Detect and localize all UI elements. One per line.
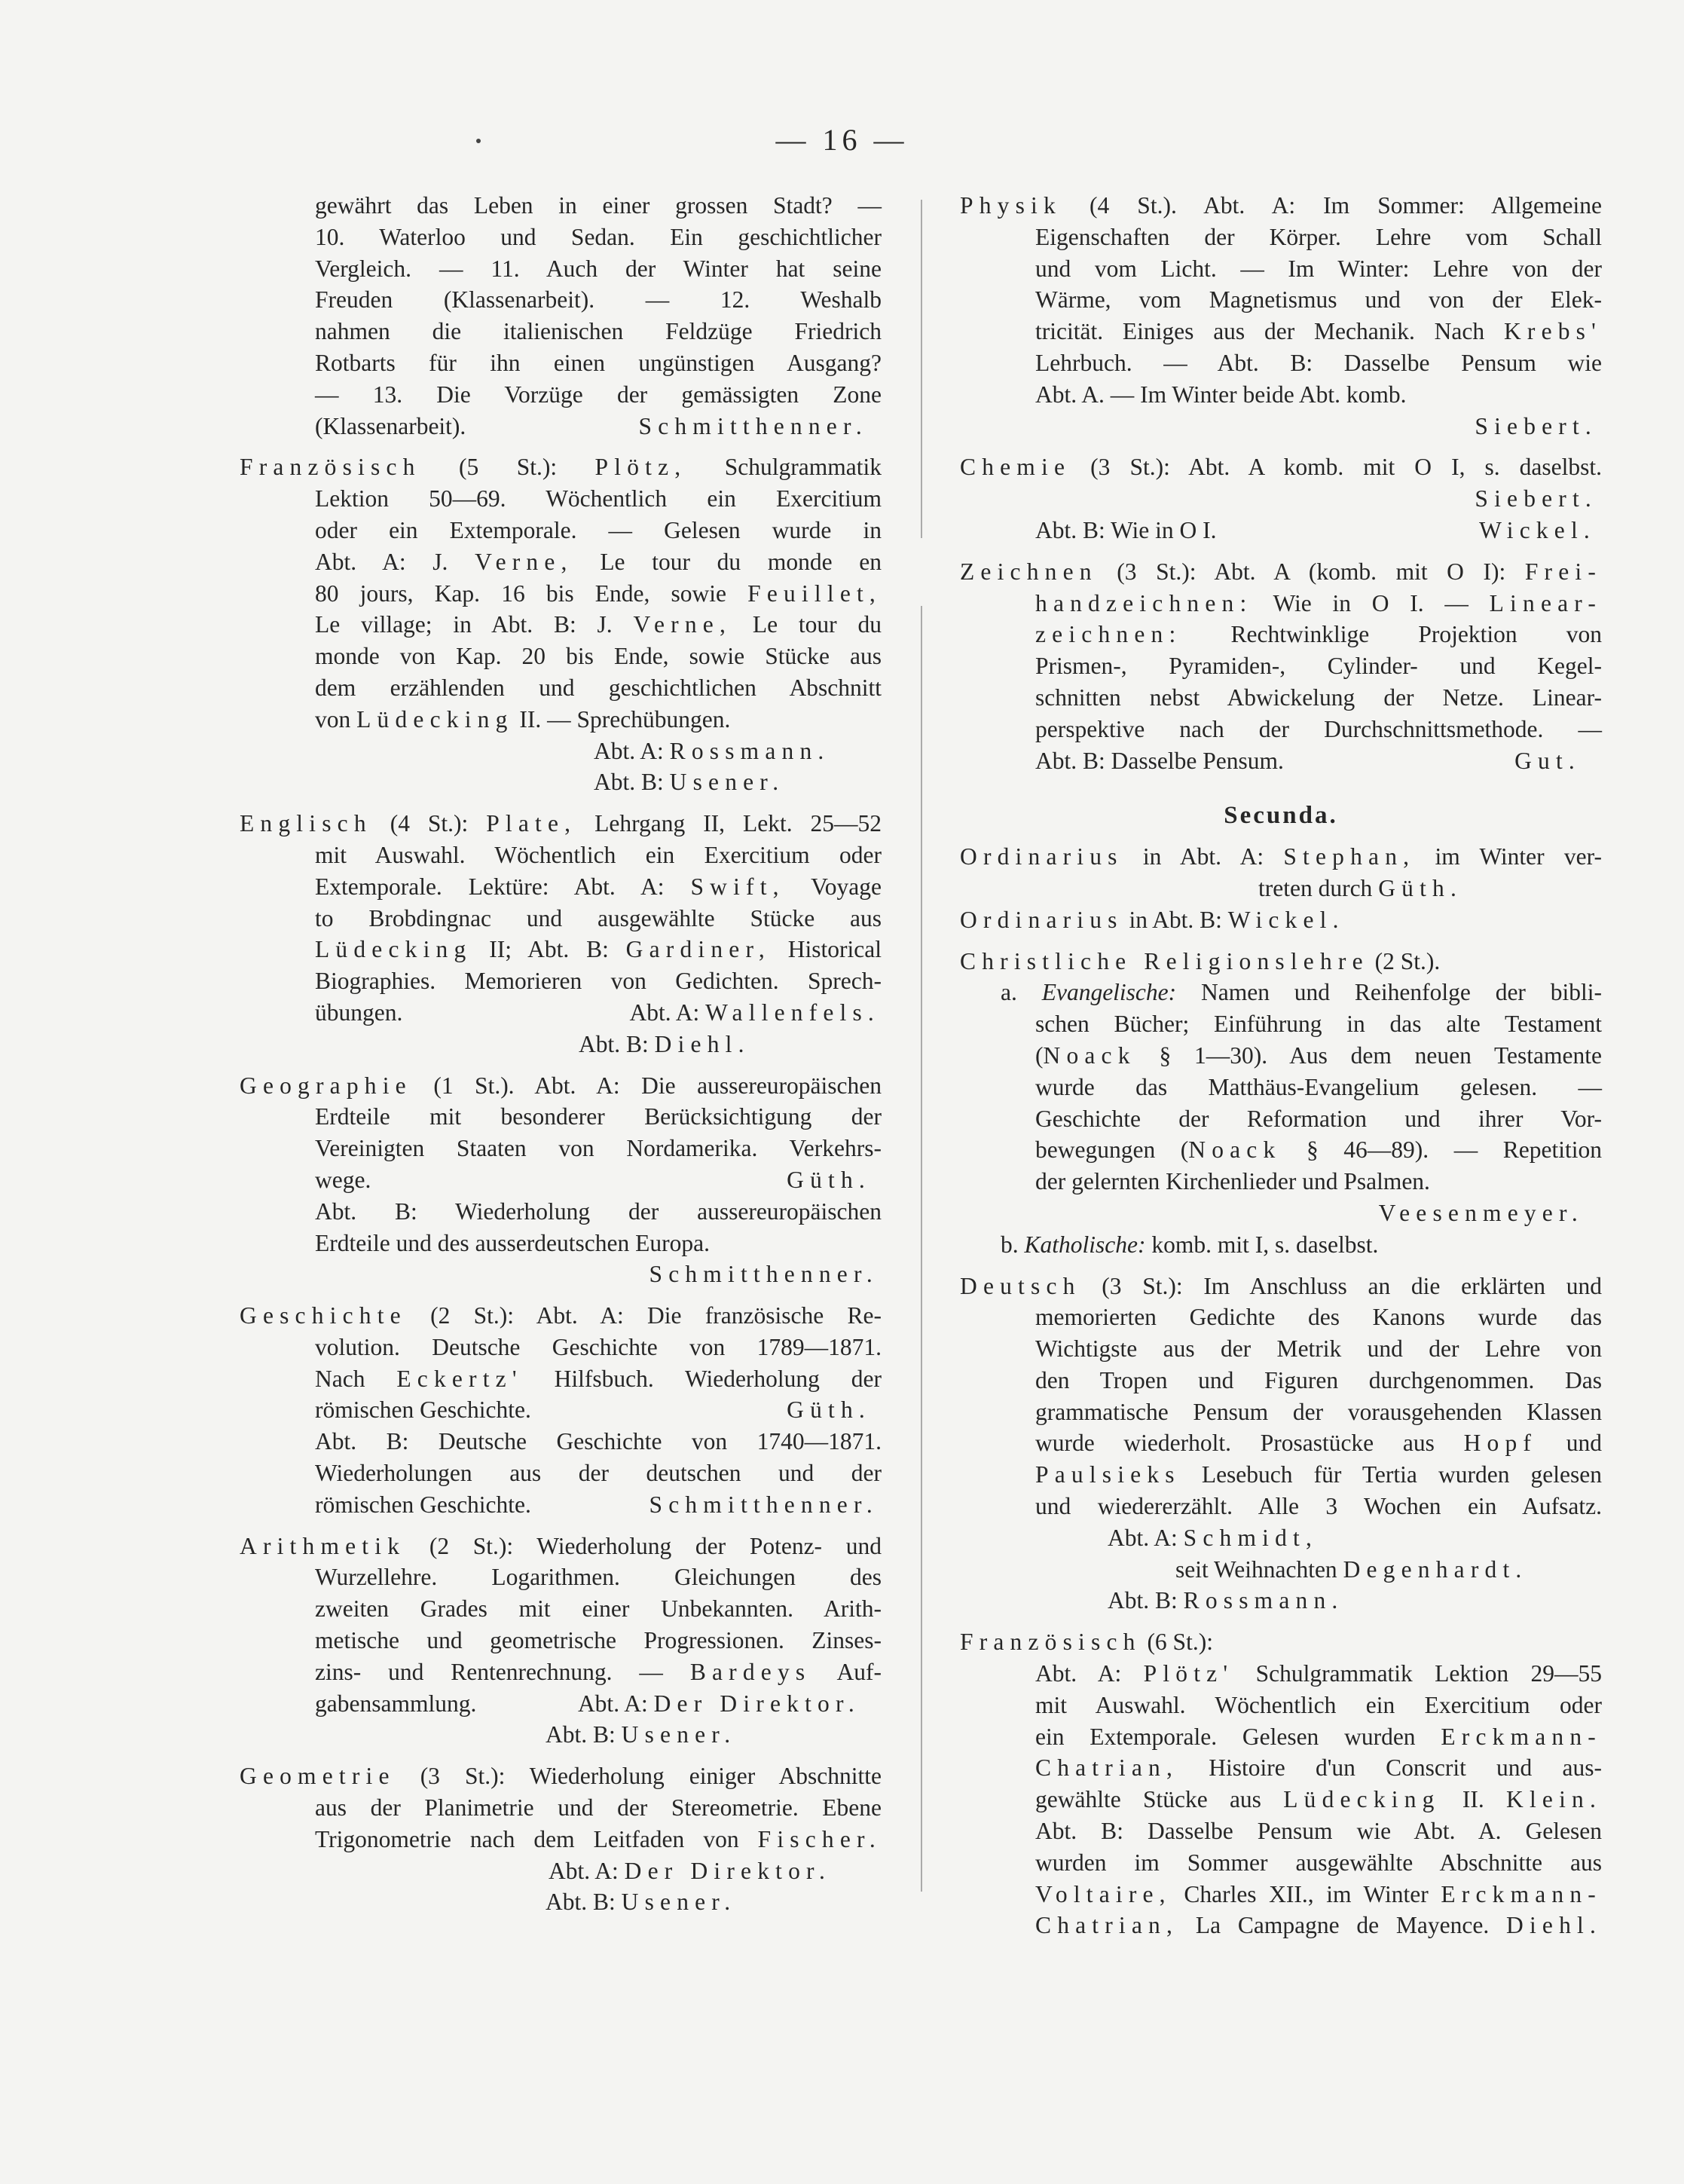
text-line: volution. Deutsche Geschichte von 1789—1871. bbox=[315, 1333, 882, 1360]
text-line bbox=[960, 841, 1602, 873]
ordinarius bbox=[960, 841, 1602, 935]
author-name: Plate, bbox=[486, 810, 577, 837]
text-line: Freuden (Klassenarbeit). — 12. Weshalb bbox=[315, 286, 882, 314]
emphasized-word: handzeichnen: bbox=[1035, 589, 1253, 616]
text-span: wege. bbox=[315, 1166, 371, 1193]
text-span: Le tour du bbox=[752, 611, 882, 638]
text-line: Wärme, vom Magnetismus und von der Elek- bbox=[1035, 286, 1602, 314]
teacher-name: Wickel. bbox=[1227, 906, 1345, 933]
text-span: Rechtwinklige Projektion von bbox=[1230, 621, 1602, 648]
text-line: Lektion 50—69. Wöchentlich ein Exercitium bbox=[315, 485, 882, 512]
text-line: schnitten nebst Abwickelung der Netze. Linear- bbox=[1035, 684, 1602, 711]
text-line: den Tropen und Figuren durchgenommen. Das bbox=[1035, 1366, 1602, 1393]
text-line: Abt. A. — Im Winter beide Abt. komb. bbox=[1035, 381, 1407, 408]
text-line: grammatische Pensum der vorausgehenden Klassen bbox=[1035, 1398, 1602, 1425]
teacher-name: Der Direktor. bbox=[624, 1857, 832, 1884]
emphasized-word: Katholische: bbox=[1024, 1231, 1146, 1258]
text-line: der gelernten Kirchenlieder und Psalmen. bbox=[1035, 1168, 1430, 1195]
text-span: (5 St.): bbox=[459, 454, 558, 481]
text-line bbox=[240, 1656, 882, 1688]
text-line bbox=[960, 1459, 1602, 1491]
text-span: 80 jours, Kap. 16 bis Ende, sowie bbox=[315, 580, 727, 607]
teacher-name: Schmidt, bbox=[1183, 1524, 1319, 1551]
author-name: Noack bbox=[1043, 1042, 1136, 1069]
subject-heading: Französisch bbox=[240, 454, 421, 481]
teacher-line bbox=[960, 515, 1602, 546]
text-line bbox=[240, 451, 882, 483]
left-column bbox=[240, 190, 882, 1928]
column-divider bbox=[921, 200, 922, 1892]
subject-geometrie bbox=[240, 1760, 882, 1918]
text-span: Abt. A: bbox=[1108, 1524, 1178, 1551]
text-span: Abt. B: bbox=[579, 1030, 649, 1057]
teacher-line bbox=[240, 1855, 882, 1887]
text-span: Abt. B: bbox=[546, 1721, 616, 1748]
text-span: bewegungen ( bbox=[1035, 1136, 1189, 1164]
subject-heading: Französisch bbox=[960, 1629, 1142, 1656]
subject-heading: Physik bbox=[960, 192, 1062, 219]
text-line: wurde das Matthäus-Evangelium gelesen. — bbox=[1035, 1073, 1602, 1100]
text-line bbox=[960, 588, 1602, 619]
subject-franzoesisch-secunda bbox=[960, 1626, 1602, 1941]
author-name: Feuillet, bbox=[747, 580, 882, 607]
text-line: memorierten Gedichte des Kanons wurde das bbox=[1035, 1304, 1602, 1331]
text-line bbox=[240, 871, 882, 903]
text-line: nahmen die italienischen Feldzüge Friedrich bbox=[315, 318, 882, 345]
text-span: (3 St.): Im Anschluss an die erklärten und bbox=[1102, 1272, 1603, 1299]
text-span: Abt. B: bbox=[546, 1889, 616, 1916]
text-span: Wie in O I. — bbox=[1273, 589, 1469, 616]
text-line bbox=[240, 1070, 882, 1102]
right-column bbox=[960, 190, 1602, 1951]
text-line bbox=[960, 946, 1602, 977]
author-name: Erckmann- bbox=[1441, 1723, 1602, 1750]
text-line: mit Auswahl. Wöchentlich ein Exercitium oder bbox=[315, 841, 882, 868]
text-span: II. — Sprechübungen. bbox=[519, 705, 731, 733]
subject-geographie bbox=[240, 1070, 882, 1291]
text-line bbox=[240, 1363, 882, 1395]
teacher-name: Güth. bbox=[787, 1396, 871, 1424]
text-line: monde von Kap. 20 bis Ende, sowie Stücke aus bbox=[315, 643, 882, 670]
text-line: schen Bücher; Einführung in das alte Testament bbox=[1035, 1011, 1602, 1038]
subject-geschichte bbox=[240, 1300, 882, 1521]
author-name: Verne, bbox=[633, 611, 732, 638]
teacher-name: Der Direktor. bbox=[653, 1690, 860, 1717]
text-span: römischen Geschichte. bbox=[315, 1491, 531, 1518]
subject-heading: Chemie bbox=[960, 454, 1071, 481]
emphasized-word: Ordinarius bbox=[960, 906, 1123, 933]
subject-englisch bbox=[240, 808, 882, 1060]
teacher-name: Schmitthenner. bbox=[649, 1491, 879, 1518]
teacher-name: Schmitthenner. bbox=[649, 1261, 879, 1288]
teacher-name: Diehl. bbox=[654, 1030, 750, 1057]
teacher-name: Gut. bbox=[1514, 747, 1581, 774]
text-line: — 13. Die Vorzüge der gemässigten Zone bbox=[315, 381, 882, 408]
subject-heading: Geometrie bbox=[240, 1763, 396, 1790]
emphasized-word: zeichnen: bbox=[1035, 621, 1182, 648]
text-span: (4 St.). Abt. A: Im Sommer: Allgemeine bbox=[1090, 192, 1602, 219]
teacher-line bbox=[240, 766, 882, 798]
text-span: Abt. B: bbox=[594, 769, 664, 796]
text-line bbox=[960, 1229, 1602, 1261]
text-line bbox=[960, 556, 1602, 588]
text-span: Lesebuch für Tertia wurden gelesen bbox=[1201, 1461, 1603, 1488]
teacher-line bbox=[960, 1522, 1602, 1554]
text-line bbox=[240, 1531, 882, 1562]
teacher-line bbox=[240, 1688, 882, 1720]
subject-deutsch bbox=[960, 1271, 1602, 1617]
text-span: II. bbox=[1462, 1786, 1484, 1813]
subject-heading: Zeichnen bbox=[960, 558, 1098, 585]
text-span: Abt. A: J. bbox=[315, 548, 448, 575]
text-span: ein Extemporale. Gelesen wurden bbox=[1035, 1723, 1416, 1750]
teacher-name: Usener. bbox=[621, 1889, 737, 1916]
teacher-name: Schmitthenner. bbox=[638, 412, 868, 439]
text-span: a. bbox=[1001, 979, 1017, 1006]
text-line bbox=[960, 451, 1602, 483]
text-line bbox=[960, 1910, 1602, 1941]
text-span: Schulgrammatik Lektion 29—55 bbox=[1255, 1660, 1603, 1687]
text-span: Abt. B: bbox=[1108, 1587, 1178, 1614]
text-span: Histoire d'un Conscrit und aus- bbox=[1209, 1754, 1602, 1782]
text-line: perspektive nach der Durchschnittsmethode. — bbox=[1035, 715, 1602, 742]
author-name: Erckmann- bbox=[1441, 1880, 1602, 1907]
teacher-line bbox=[960, 1554, 1602, 1586]
text-span: (6 St.): bbox=[1147, 1629, 1213, 1656]
text-span: Charles XII., im Winter bbox=[1184, 1880, 1429, 1907]
text-span: seit Weihnachten bbox=[1175, 1555, 1337, 1583]
text-line: to Brobdingnac und ausgewählte Stücke aus bbox=[315, 904, 882, 931]
teacher-line bbox=[240, 1886, 882, 1918]
text-span: römischen Geschichte. bbox=[315, 1396, 531, 1424]
text-line: Abt. B: Dasselbe Pensum wie Abt. A. Gelesen bbox=[1035, 1818, 1602, 1845]
text-line: Prismen-, Pyramiden-, Cylinder- und Kegel- bbox=[1035, 653, 1602, 680]
section-title-secunda: Secunda. bbox=[1224, 802, 1338, 830]
text-line: Vereinigten Staaten von Nordamerika. Verkehrs- bbox=[315, 1135, 882, 1162]
subject-heading: Christliche Religionslehre bbox=[960, 947, 1369, 974]
emphasized-word: Evangelische: bbox=[1041, 979, 1177, 1006]
teacher-name: Usener. bbox=[621, 1721, 737, 1748]
author-name: Krebs' bbox=[1503, 318, 1602, 345]
text-span: Le tour du monde en bbox=[600, 548, 882, 575]
text-span: gewählte Stücke aus bbox=[1035, 1786, 1261, 1813]
text-span: Abt. B: Dasselbe Pensum. bbox=[1035, 747, 1284, 774]
teacher-name: Güth. bbox=[787, 1166, 871, 1193]
subject-heading: Deutsch bbox=[960, 1272, 1081, 1299]
text-line bbox=[960, 1721, 1602, 1753]
text-line: metische und geometrische Progressionen. Zinses- bbox=[315, 1627, 882, 1654]
text-line: und wiedererzählt. Alle 3 Wochen ein Aufsatz. bbox=[1035, 1493, 1602, 1520]
text-line bbox=[960, 1427, 1602, 1459]
teacher-line bbox=[240, 1719, 882, 1751]
teacher-name: Wallenfels. bbox=[705, 999, 880, 1026]
text-line: Abt. B: Wiederholung der aussereuropäischen bbox=[315, 1198, 882, 1225]
text-line: Rotbarts für ihn einen ungünstigen Ausgang? bbox=[315, 349, 882, 376]
teacher-name: Klein. bbox=[1506, 1786, 1603, 1813]
text-line: Wichtigste aus der Metrik und der Lehre von bbox=[1035, 1335, 1602, 1363]
emphasized-word: Linear- bbox=[1489, 589, 1603, 616]
text-line bbox=[960, 1658, 1602, 1690]
text-line: Biographies. Memorieren von Gedichten. Sprech- bbox=[315, 968, 882, 995]
text-line: Erdteile und des ausserdeutschen Europa. bbox=[315, 1229, 710, 1256]
text-line bbox=[240, 546, 882, 578]
author-name: Paulsieks bbox=[1035, 1461, 1181, 1488]
text-span: Abt. A: bbox=[549, 1857, 619, 1884]
subject-heading: Geographie bbox=[240, 1072, 412, 1099]
text-span: (2 St.). bbox=[1374, 947, 1441, 974]
text-span: Historical bbox=[787, 936, 882, 963]
page-number: — 16 — bbox=[775, 123, 909, 157]
text-span: im Winter ver- bbox=[1435, 843, 1602, 870]
author-name: Plötz' bbox=[1143, 1660, 1234, 1687]
teacher-line bbox=[240, 1489, 882, 1521]
text-span: zins- und Rentenrechnung. — bbox=[315, 1658, 663, 1685]
author-name: Swift, bbox=[690, 873, 785, 900]
text-span: in Abt. B: bbox=[1129, 906, 1222, 933]
text-span: § 46—89). — Repetition bbox=[1306, 1136, 1602, 1164]
text-span: II; Abt. B: bbox=[489, 936, 609, 963]
text-line: (Klassenarbeit). bbox=[315, 412, 466, 439]
text-line bbox=[960, 977, 1602, 1008]
text-span: komb. mit I, s. daselbst. bbox=[1151, 1231, 1379, 1258]
teacher-name: Diehl. bbox=[1506, 1912, 1603, 1939]
text-span: La Campagne de Mayence. bbox=[1195, 1912, 1490, 1939]
text-line: Wiederholungen aus der deutschen und der bbox=[315, 1460, 882, 1487]
author-name: Lüdecking bbox=[1283, 1786, 1441, 1813]
text-span: (3 St.): Abt. A (komb. mit O I): bbox=[1117, 558, 1506, 585]
author-name: Voltaire, bbox=[1035, 1880, 1172, 1907]
text-line bbox=[960, 1752, 1602, 1784]
author-name: Chatrian, bbox=[1035, 1754, 1179, 1782]
text-line bbox=[960, 190, 1602, 222]
text-line bbox=[240, 1824, 882, 1855]
text-span: Extemporale. Lektüre: Abt. A: bbox=[315, 873, 665, 900]
subject-religion bbox=[960, 946, 1602, 1261]
author-name: Lüdecking bbox=[315, 936, 472, 963]
text-line bbox=[960, 1879, 1602, 1910]
emphasized-word: Frei- bbox=[1524, 558, 1602, 585]
author-name: Gardiner, bbox=[625, 936, 771, 963]
teacher-name: Usener. bbox=[669, 769, 785, 796]
text-span: (3 St.): Wiederholung einiger Abschnitte bbox=[420, 1763, 882, 1790]
text-span: (1 St.). Abt. A: Die aussereuropäischen bbox=[433, 1072, 882, 1099]
text-span: (2 St.): Wiederholung der Potenz- und bbox=[429, 1532, 882, 1559]
text-span: Lehrgang II, Lekt. 25—52 bbox=[594, 810, 882, 837]
author-name: Chatrian, bbox=[1035, 1912, 1179, 1939]
text-span: Nach bbox=[315, 1365, 365, 1392]
text-span: und bbox=[1566, 1430, 1603, 1457]
text-span: Abt. A: bbox=[594, 737, 664, 764]
author-name: Plötz, bbox=[594, 454, 687, 481]
subject-arithmetik bbox=[240, 1531, 882, 1751]
text-line bbox=[240, 704, 882, 736]
text-line bbox=[960, 1626, 1602, 1658]
text-span: Abt. B: Wie in O I. bbox=[1035, 516, 1217, 543]
subject-chemie bbox=[960, 451, 1602, 546]
text-line bbox=[960, 1271, 1602, 1302]
teacher-name: Siebert. bbox=[1475, 412, 1597, 439]
text-line: Erdteile mit besonderer Berücksichtigung der bbox=[315, 1103, 882, 1130]
teacher-entry bbox=[578, 1688, 860, 1720]
text-line bbox=[240, 609, 882, 641]
subject-zeichnen bbox=[960, 556, 1602, 777]
text-line: und vom Licht. — Im Winter: Lehre von der bbox=[1035, 255, 1602, 282]
text-line bbox=[960, 1784, 1602, 1815]
teacher-name: Rossmann. bbox=[1183, 1587, 1344, 1614]
text-span: Abt. A: bbox=[1035, 1660, 1122, 1687]
text-span: von bbox=[315, 705, 351, 733]
subject-physik bbox=[960, 190, 1602, 442]
text-line bbox=[240, 934, 882, 965]
text-span: § 1—30). Aus dem neuen Testamente bbox=[1159, 1042, 1602, 1069]
author-name: Lüdecking bbox=[356, 705, 514, 733]
text-line: Lehrbuch. — Abt. B: Dasselbe Pensum wie bbox=[1035, 349, 1602, 376]
text-span: Auf- bbox=[836, 1658, 882, 1685]
essay-sign-row bbox=[240, 411, 882, 442]
text-span: Hilfsbuch. Wiederholung der bbox=[554, 1365, 882, 1392]
teacher-entry bbox=[629, 997, 880, 1029]
author-name: Eckertz' bbox=[396, 1365, 523, 1392]
text-span: übungen. bbox=[315, 999, 403, 1026]
text-span: b. bbox=[1001, 1231, 1019, 1258]
teacher-line bbox=[240, 1164, 882, 1196]
author-name: Fischer. bbox=[757, 1825, 882, 1852]
teacher-name: Degenhardt. bbox=[1343, 1555, 1528, 1583]
text-line: gewährt das Leben in einer grossen Stadt? — bbox=[315, 192, 882, 219]
text-span: wurde wiederholt. Prosastücke aus bbox=[1035, 1430, 1435, 1457]
text-line bbox=[240, 808, 882, 840]
text-span: (4 St.): bbox=[390, 810, 469, 837]
text-line bbox=[960, 873, 1602, 904]
teacher-name: Güth. bbox=[1378, 874, 1463, 901]
text-line bbox=[960, 1134, 1602, 1166]
author-name: Hopf bbox=[1463, 1430, 1538, 1457]
text-span: Schulgrammatik bbox=[724, 454, 882, 481]
essay-topics-continued bbox=[240, 190, 882, 442]
subject-franzoesisch bbox=[240, 451, 882, 798]
author-name: Bardeys bbox=[689, 1658, 811, 1685]
text-span: gabensammlung. bbox=[315, 1690, 477, 1717]
text-line: 10. Waterloo und Sedan. Ein geschichtlicher bbox=[315, 223, 882, 250]
text-line: Geschichte der Reformation und ihrer Vor- bbox=[1035, 1105, 1602, 1132]
teacher-line bbox=[240, 997, 882, 1029]
text-line bbox=[960, 1040, 1602, 1072]
text-line bbox=[240, 1300, 882, 1332]
text-span: Namen und Reihenfolge der bibli- bbox=[1201, 979, 1603, 1006]
text-span: treten durch bbox=[1258, 874, 1373, 901]
text-line bbox=[960, 619, 1602, 650]
teacher-line bbox=[240, 1029, 882, 1060]
text-span: Trigonometrie nach dem Leitfaden von bbox=[315, 1825, 739, 1852]
text-line bbox=[240, 1760, 882, 1792]
teacher-line bbox=[960, 745, 1602, 777]
teacher-line bbox=[960, 1585, 1602, 1617]
text-line: Eigenschaften der Körper. Lehre vom Schall bbox=[1035, 223, 1602, 250]
text-span: Voyage bbox=[811, 873, 882, 900]
text-line bbox=[960, 904, 1602, 936]
emphasized-word: Ordinarius bbox=[960, 843, 1123, 870]
text-line: mit Auswahl. Wöchentlich ein Exercitium oder bbox=[1035, 1691, 1602, 1718]
subject-heading: Arithmetik bbox=[240, 1532, 406, 1559]
text-line bbox=[960, 316, 1602, 347]
teacher-name: Rossmann. bbox=[669, 737, 830, 764]
text-line: zweiten Grades mit einer Unbekannten. Arith- bbox=[315, 1595, 882, 1623]
text-line: Abt. B: Deutsche Geschichte von 1740—1871. bbox=[315, 1428, 882, 1455]
text-line: Vergleich. — 11. Auch der Winter hat seine bbox=[315, 255, 882, 282]
text-span: in Abt. A: bbox=[1142, 843, 1264, 870]
text-line: oder ein Extemporale. — Gelesen wurde in bbox=[315, 516, 882, 543]
author-name: Verne, bbox=[475, 548, 573, 575]
text-span: (3 St.): Abt. A komb. mit O I, s. daselbst. bbox=[1090, 454, 1603, 481]
teacher-line bbox=[240, 736, 882, 767]
teacher-name: Siebert. bbox=[1475, 485, 1597, 512]
text-span: (2 St.): Abt. A: Die französische Re- bbox=[430, 1302, 882, 1329]
text-span: tricität. Einiges aus der Mechanik. Nach bbox=[1035, 318, 1485, 345]
text-span: Abt. A: bbox=[577, 1690, 648, 1717]
teacher-name: Wickel. bbox=[1479, 516, 1596, 543]
text-line: dem erzählenden und geschichtlichen Abschnitt bbox=[315, 674, 882, 701]
text-span: ( bbox=[1035, 1042, 1044, 1069]
text-line: aus der Planimetrie und der Stereometrie. Ebene bbox=[315, 1794, 882, 1822]
text-line bbox=[240, 578, 882, 610]
text-span: Le village; in Abt. B: J. bbox=[315, 611, 613, 638]
subject-heading: Englisch bbox=[240, 810, 372, 837]
teacher-line bbox=[240, 1394, 882, 1426]
teacher-name: Stephan, bbox=[1283, 843, 1416, 870]
subject-heading: Geschichte bbox=[240, 1302, 407, 1329]
author-name: Noack bbox=[1188, 1136, 1282, 1164]
text-line: wurden im Sommer ausgewählte Abschnitte aus bbox=[1035, 1849, 1602, 1876]
teacher-name: Veesenmeyer. bbox=[1378, 1199, 1584, 1226]
text-span: Abt. A: bbox=[629, 999, 700, 1026]
text-line: Wurzellehre. Logarithmen. Gleichungen des bbox=[315, 1564, 882, 1591]
